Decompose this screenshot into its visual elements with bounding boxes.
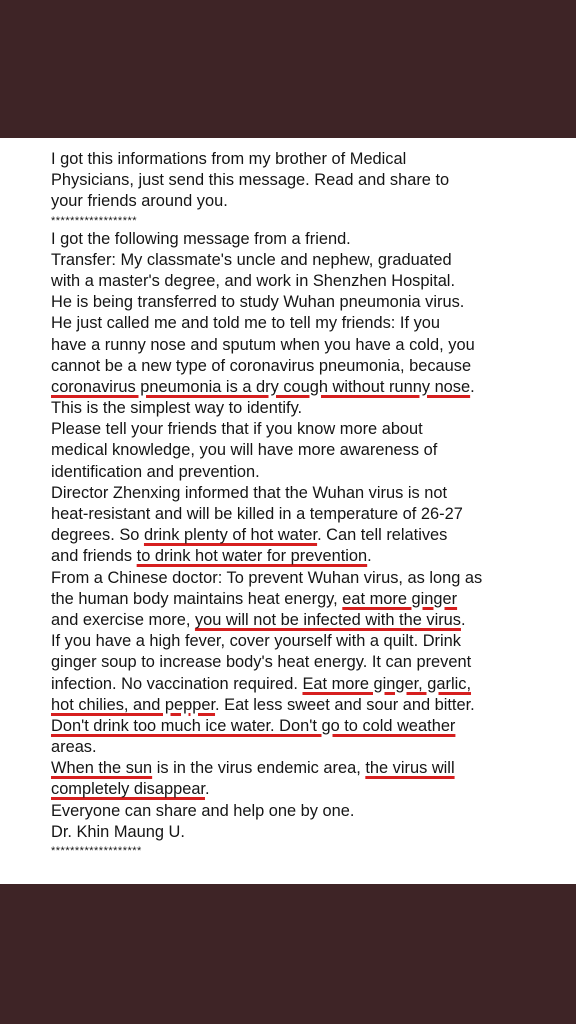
line-text: and friends <box>51 547 137 566</box>
underlined-phrase: completely disappear <box>51 780 205 799</box>
line-text: degrees. So <box>51 526 144 545</box>
intro-line: I got this informations from my brother of Medical <box>51 150 407 168</box>
message-line <box>51 589 571 610</box>
line-text: infection. No vaccination required. <box>51 674 303 693</box>
message-line <box>51 674 571 695</box>
line-text: . <box>470 377 475 396</box>
message-line <box>51 758 571 779</box>
underlined-phrase: When the sun <box>51 759 153 778</box>
line-text: . Eat less sweet and sour and bitter. <box>215 695 475 714</box>
bottom-dark-band <box>0 884 576 1024</box>
top-dark-band <box>0 0 576 138</box>
underlined-phrase: eat more ginger <box>342 589 458 608</box>
message-line: with a master's degree, and work in Shenzhen Hospital. <box>51 271 456 290</box>
message-line: ginger soup to increase body's heat energy. It can prevent <box>51 653 472 672</box>
line-text: . Can tell relatives <box>317 526 448 545</box>
line-text: . <box>204 780 210 799</box>
underlined-phrase: Don't drink too much ice water. Don't go to cold weather <box>51 716 456 735</box>
line-text: . <box>367 547 372 566</box>
line-text: the human body maintains heat energy, <box>51 589 343 608</box>
message-line: Transfer: My classmate's uncle and nephew, graduated <box>51 250 452 269</box>
message-line: Everyone can share and help one by one. <box>51 801 355 820</box>
message-line: Please tell your friends that if you know more about <box>51 420 423 439</box>
intro-line: your friends around you. <box>51 192 228 211</box>
message-line: This is the simplest way to identify. <box>51 399 303 418</box>
message-line: I got the following message from a friend. <box>51 229 351 248</box>
message-line <box>51 377 571 398</box>
message-line: cannot be a new type of coronavirus pneumonia, because <box>51 356 472 375</box>
message-line: Director Zhenxing informed that the Wuhan virus is not <box>51 483 447 502</box>
line-text: . <box>460 610 466 629</box>
message-line: identification and prevention. <box>51 462 260 481</box>
separator-top: ****************** <box>51 214 138 227</box>
message-line: areas. <box>51 738 97 757</box>
intro-line: Physicians, just send this message. Read and share to <box>51 171 450 190</box>
underlined-phrase: hot chilies, and pepper <box>51 695 216 714</box>
message-line <box>51 525 571 546</box>
message-line: He just called me and told me to tell my friends: If you <box>51 314 440 333</box>
underlined-phrase: to drink hot water for prevention <box>136 547 368 566</box>
underlined-phrase: you will not be infected with the virus <box>194 610 461 629</box>
underlined-phrase: Eat more ginger, garlic, <box>302 674 472 693</box>
message-line: If you have a high fever, cover yourself with a quilt. Drink <box>51 632 461 651</box>
message-line <box>51 695 571 716</box>
underlined-phrase: coronavirus pneumonia is a dry cough without runny nose <box>51 377 471 396</box>
underlined-phrase: the virus will <box>365 759 455 778</box>
message-line <box>51 716 571 737</box>
message-line: From a Chinese doctor: To prevent Wuhan virus, as long as <box>51 568 483 587</box>
message-line: medical knowledge, you will have more awareness of <box>51 441 438 460</box>
message-line: have a runny nose and sputum when you have a cold, you <box>51 335 475 354</box>
message-line <box>51 546 571 567</box>
separator-bottom: ******************* <box>51 845 142 857</box>
line-text: and exercise more, <box>51 610 195 629</box>
signature: Dr. Khin Maung U. <box>51 822 185 841</box>
message-text <box>51 149 571 859</box>
message-line <box>51 779 571 800</box>
message-line: heat-resistant and will be killed in a temperature of 26-27 <box>51 505 463 523</box>
message-line <box>51 610 571 631</box>
line-text: is in the virus endemic area, <box>152 759 366 778</box>
message-line: He is being transferred to study Wuhan pneumonia virus. <box>51 293 465 312</box>
underlined-phrase: drink plenty of hot water <box>143 526 318 545</box>
